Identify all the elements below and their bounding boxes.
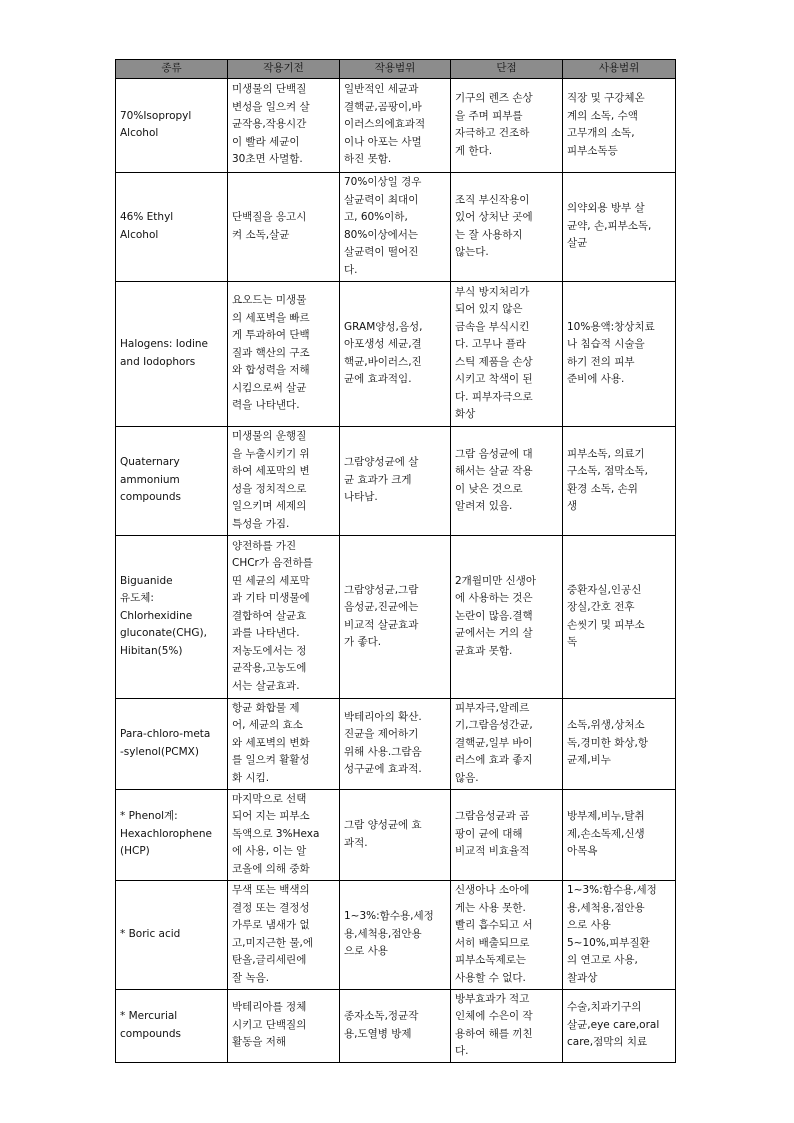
column-header-range: 작용범위	[340, 60, 451, 79]
cell-type: 46% Ethyl Alcohol	[116, 172, 228, 281]
column-header-usage: 사용범위	[563, 60, 676, 79]
cell-drawbacks: 신생아나 소아에 게는 사용 못한. 빨리 흡수되고 서 서히 배출되므로 피부소독제로는 사용할 수 없다.	[451, 880, 563, 989]
cell-mechanism: 마지막으로 선택 되어 지는 피부소 독액으로 3%Hexa 에 사용, 이는 알 코올에 의해 중화	[228, 789, 340, 880]
cell-usage: 피부소독, 의료기 구소독, 점막소독, 환경 소독, 손위 생	[563, 426, 676, 535]
cell-drawbacks: 그람음성균과 곰 팡이 균에 대해 비교적 비효율적	[451, 789, 563, 880]
cell-range: 1~3%:함수용,세정 용,세척용,점안용 으로 사용	[340, 880, 451, 989]
cell-range: 70%이상일 경우 살균력이 최대이 고, 60%이하, 80%이상에서는 살균력이 떨어진 다.	[340, 172, 451, 281]
cell-usage: 10%용액:창상치료 나 침습적 시술을 하기 전의 피부 준비에 사용.	[563, 281, 676, 426]
disinfectant-table	[115, 59, 676, 1063]
cell-type: * Mercurial compounds	[116, 989, 228, 1062]
cell-type: Quaternary ammonium compounds	[116, 426, 228, 535]
cell-type: 70%Isopropyl Alcohol	[116, 78, 228, 172]
cell-usage: 의약외용 방부 살 균약, 손,피부소독, 살균	[563, 172, 676, 281]
cell-usage: 수술,치과기구의 살균,eye care,oral care,점막의 치료	[563, 989, 676, 1062]
cell-mechanism: 요오드는 미생물 의 세포벽을 빠르 게 투과하여 단백 질과 핵산의 구조 와 합성력을 저해 시킴으로써 살균 력을 나타낸다.	[228, 281, 340, 426]
cell-range: 종자소독,정균작 용,도열병 방제	[340, 989, 451, 1062]
cell-range: 그람양성균,그람 음성균,진균에는 비교적 살균효과 가 좋다.	[340, 535, 451, 698]
table-row	[116, 426, 676, 535]
table-row	[116, 281, 676, 426]
table-row	[116, 989, 676, 1062]
column-header-type: 종류	[116, 60, 228, 79]
cell-drawbacks: 방부효과가 적고 인체에 수은이 작 용하여 해를 끼친 다.	[451, 989, 563, 1062]
cell-drawbacks: 2개월미만 신생아 에 사용하는 것은 논란이 많음.결핵 균에서는 거의 살 균효과 못함.	[451, 535, 563, 698]
cell-range: 박테리아의 확산. 진균을 제어하기 위해 사용.그람음 성구균에 효과적.	[340, 698, 451, 789]
cell-type: * Phenol계: Hexachlorophene (HCP)	[116, 789, 228, 880]
cell-range: GRAM양성,음성, 아포생성 세균,결 핵균,바이러스,진 균에 효과적임.	[340, 281, 451, 426]
cell-usage: 방부제,비누,탈취 제,손소독제,신생 아목욕	[563, 789, 676, 880]
cell-mechanism: 미생물의 단백질 변성을 일으켜 살 균작용,작용시간 이 빨라 세균이 30초면 사멸함.	[228, 78, 340, 172]
cell-mechanism: 양전하를 가진 CHCr가 음전하를 띤 세균의 세포막 과 기타 미생물에 결합하여 살균효 과를 나타낸다. 저농도에서는 정 균작용,고농도에 서는 살균효과.	[228, 535, 340, 698]
cell-mechanism: 박테리아를 정체 시키고 단백질의 활동을 저해	[228, 989, 340, 1062]
cell-usage: 1~3%:함수용,세정 용,세척용,점안용 으로 사용 5~10%,피부질환 의 연고로 사용, 찰과상	[563, 880, 676, 989]
cell-range: 그람 양성균에 효 과적.	[340, 789, 451, 880]
table-header-row	[116, 60, 676, 79]
cell-drawbacks: 피부자극,알레르 기,그람음성간균, 결핵균,일부 바이 러스에 효과 좋지 않음.	[451, 698, 563, 789]
table-row	[116, 172, 676, 281]
cell-drawbacks: 그람 음성균에 대 해서는 살균 작용 이 낮은 것으로 알려져 있음.	[451, 426, 563, 535]
cell-mechanism: 항균 화합물 제 어, 세균의 효소 와 세포벽의 변화 를 일으켜 활활성 화 시킴.	[228, 698, 340, 789]
table-row	[116, 535, 676, 698]
column-header-mechanism: 작용기전	[228, 60, 340, 79]
cell-mechanism: 무색 또는 백색의 결정 또는 결정성 가루로 냄새가 없 고,미지근한 물,에 탄올,글리세린에 잘 녹음.	[228, 880, 340, 989]
cell-mechanism: 미생물의 운행질 을 누출시키기 위 하여 세포막의 변 성을 정치적으로 일으키며 세제의 특성을 가짐.	[228, 426, 340, 535]
cell-drawbacks: 조직 부신작용이 있어 상처난 곳에 는 잘 사용하지 않는다.	[451, 172, 563, 281]
cell-type: Biguanide 유도체: Chlorhexidine gluconate(CHG), Hibitan(5%)	[116, 535, 228, 698]
cell-drawbacks: 부식 방지처리가 되어 있지 않은 금속을 부식시킨 다. 고무나 플라 스틱 제품을 손상 시키고 착색이 된 다. 피부자극으로 화상	[451, 281, 563, 426]
cell-drawbacks: 기구의 렌즈 손상 을 주며 피부를 자극하고 건조하 게 한다.	[451, 78, 563, 172]
cell-usage: 소독,위생,상처소 독,경미한 화상,항 균제,비누	[563, 698, 676, 789]
table-row	[116, 698, 676, 789]
cell-type: Halogens: Iodine and Iodophors	[116, 281, 228, 426]
table-row	[116, 789, 676, 880]
cell-range: 일반적인 세균과 결핵균,곰팡이,바 이러스의에효과적 이나 아포는 사멸 하진 못함.	[340, 78, 451, 172]
cell-type: * Boric acid	[116, 880, 228, 989]
cell-usage: 직장 및 구강체온 계의 소독, 수액 고무개의 소독, 피부소독등	[563, 78, 676, 172]
cell-range: 그람양성균에 살 균 효과가 크게 나타남.	[340, 426, 451, 535]
column-header-drawbacks: 단점	[451, 60, 563, 79]
cell-type: Para-chloro-meta -sylenol(PCMX)	[116, 698, 228, 789]
cell-mechanism: 단백질을 응고시 켜 소독,살균	[228, 172, 340, 281]
cell-usage: 중환자실,인공신 장실,간호 전후 손씻기 및 피부소 독	[563, 535, 676, 698]
table-row	[116, 78, 676, 172]
table-row	[116, 880, 676, 989]
